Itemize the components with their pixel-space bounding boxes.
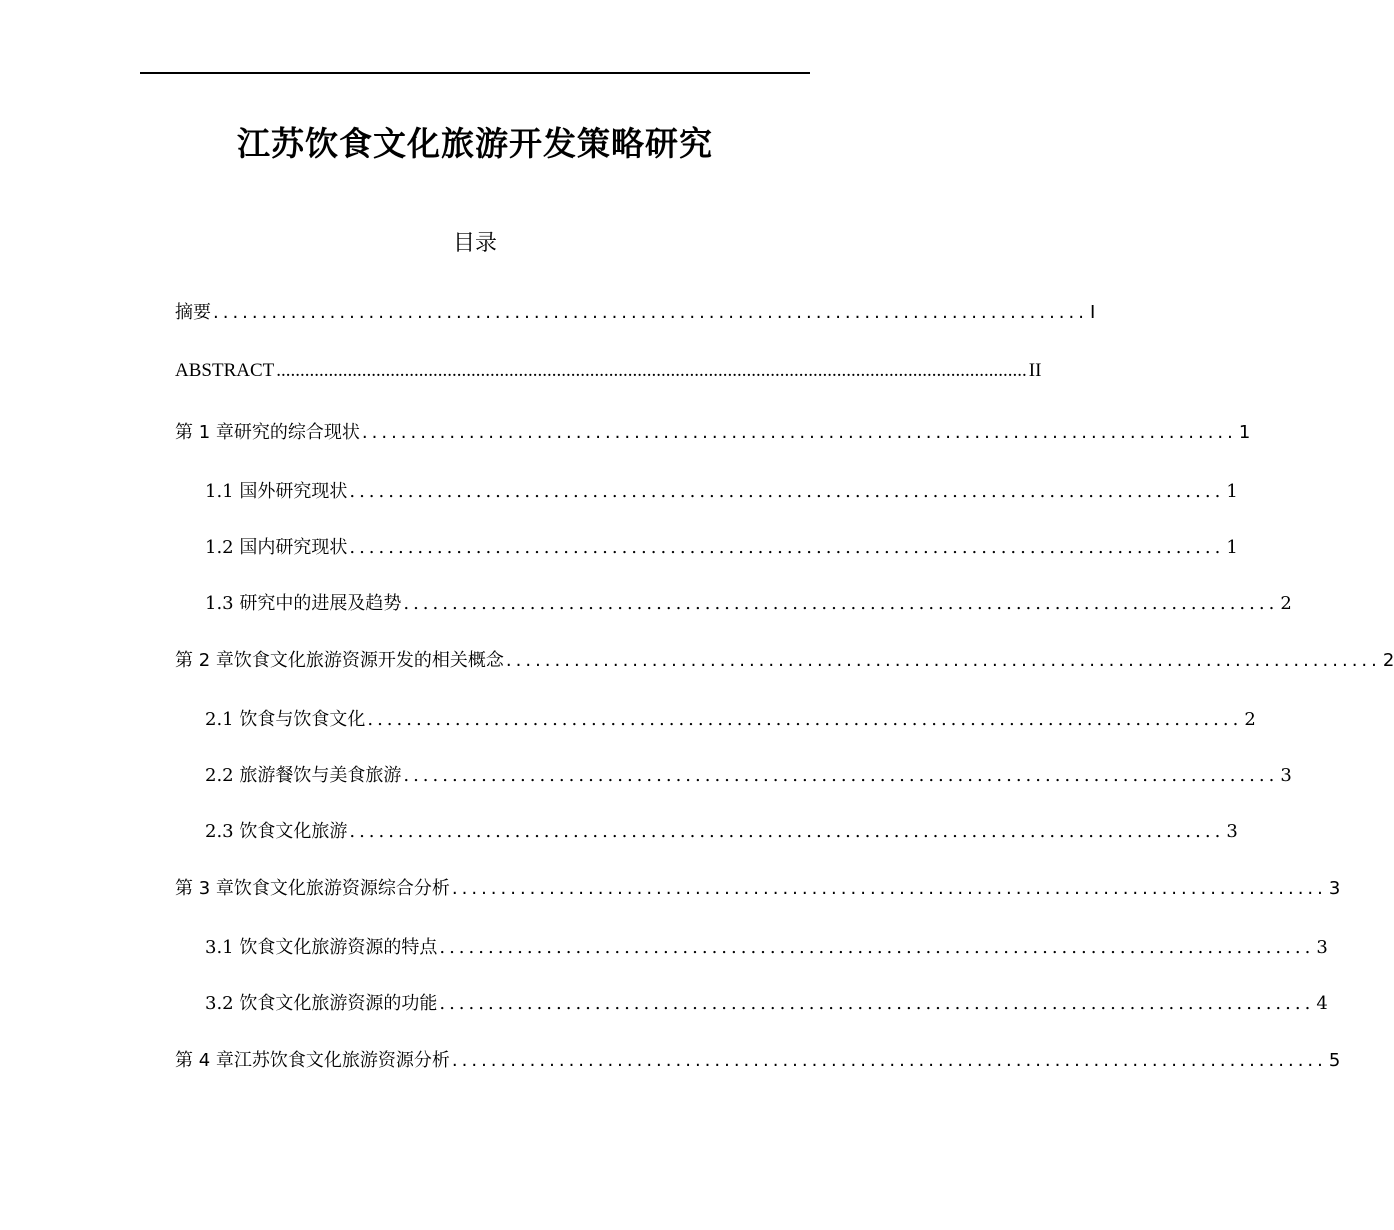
toc-leader-dots: .......................................................................................... <box>403 593 1279 614</box>
toc-entry-section-2-1[interactable] <box>175 706 1256 734</box>
toc-entry-abstract-en[interactable] <box>175 357 1042 385</box>
toc-entry-label: 1.1 国外研究现状 <box>205 481 348 502</box>
toc-leader-dots: .......................................................................................... <box>439 993 1315 1014</box>
toc-entry-chapter-3[interactable] <box>175 875 1341 903</box>
toc-entry-label: 3.1 饮食文化旅游资源的特点 <box>205 937 438 958</box>
toc-entry-page: 1 <box>1238 422 1251 443</box>
toc-entry-label: 第 3 章饮食文化旅游资源综合分析 <box>175 878 450 899</box>
toc-entry-label: 第 2 章饮食文化旅游资源开发的相关概念 <box>175 650 504 671</box>
toc-entry-chapter-2[interactable] <box>175 647 1394 675</box>
toc-entry-page: 2 <box>1382 650 1394 671</box>
toc-entry-section-1-2[interactable] <box>175 534 1238 562</box>
toc-entry-chapter-1[interactable] <box>175 419 1251 447</box>
toc-entry-abstract-cn[interactable] <box>175 299 1096 327</box>
toc-entry-page: 3 <box>1226 821 1238 842</box>
toc-leader-dots: .......................................................................................... <box>349 481 1225 502</box>
toc-entry-label: 2.1 饮食与饮食文化 <box>205 709 366 730</box>
toc-leader-dots: .......................................................................................... <box>505 650 1381 671</box>
toc-entry-label: 3.2 饮食文化旅游资源的功能 <box>205 993 438 1014</box>
toc-entry-section-2-3[interactable] <box>175 818 1238 846</box>
toc-entry-page: 4 <box>1316 993 1328 1014</box>
toc-entry-label: 2.2 旅游餐饮与美食旅游 <box>205 765 402 786</box>
toc-entry-chapter-4[interactable] <box>175 1047 1341 1075</box>
toc-entry-label: 摘要 <box>175 302 211 323</box>
toc-entry-label: 1.3 研究中的进展及趋势 <box>205 593 402 614</box>
toc-entry-label: 2.3 饮食文化旅游 <box>205 821 348 842</box>
toc-entry-page: 2 <box>1244 709 1256 730</box>
toc-entry-page: 3 <box>1280 765 1292 786</box>
toc-entry-page: 1 <box>1226 537 1238 558</box>
toc-entry-label: 第 1 章研究的综合现状 <box>175 422 360 443</box>
toc-leader-dots: .......................................................................................... <box>403 765 1279 786</box>
toc-leader-dots: .......................................................................................... <box>349 821 1225 842</box>
toc-leader-dots: .......................................................................................... <box>349 537 1225 558</box>
toc-entry-label: 第 4 章江苏饮食文化旅游资源分析 <box>175 1050 450 1071</box>
top-rule <box>140 72 810 74</box>
toc-entry-section-1-1[interactable] <box>175 478 1238 506</box>
toc-entry-page: 3 <box>1316 937 1328 958</box>
toc-entry-label: ABSTRACT <box>175 360 275 381</box>
toc-leader-dots: .......................................................................................... <box>451 878 1327 899</box>
document-title: 江苏饮食文化旅游开发策略研究 <box>237 124 713 163</box>
toc-entry-page: 1 <box>1226 481 1238 502</box>
toc-entry-page: 3 <box>1328 878 1341 899</box>
toc-leader-dots: .......................................................................................... <box>451 1050 1327 1071</box>
toc-leader-dots: .......................................................................................... <box>361 422 1237 443</box>
toc-entry-section-1-3[interactable] <box>175 590 1292 618</box>
toc-entry-page: I <box>1089 302 1096 323</box>
toc-leader-dots: .............................................................................................................................................................. <box>276 360 1027 381</box>
toc-entry-page: 5 <box>1328 1050 1341 1071</box>
toc-heading: 目录 <box>452 231 497 256</box>
toc-entry-section-3-1[interactable] <box>175 934 1328 962</box>
toc-entry-section-2-2[interactable] <box>175 762 1292 790</box>
toc-leader-dots: .......................................................................................... <box>213 302 1088 323</box>
toc-entry-page: 2 <box>1280 593 1292 614</box>
toc-entry-section-3-2[interactable] <box>175 990 1328 1018</box>
toc-entry-label: 1.2 国内研究现状 <box>205 537 348 558</box>
toc-entry-page: II <box>1028 360 1042 381</box>
toc-leader-dots: .......................................................................................... <box>367 709 1243 730</box>
toc-leader-dots: .......................................................................................... <box>439 937 1315 958</box>
